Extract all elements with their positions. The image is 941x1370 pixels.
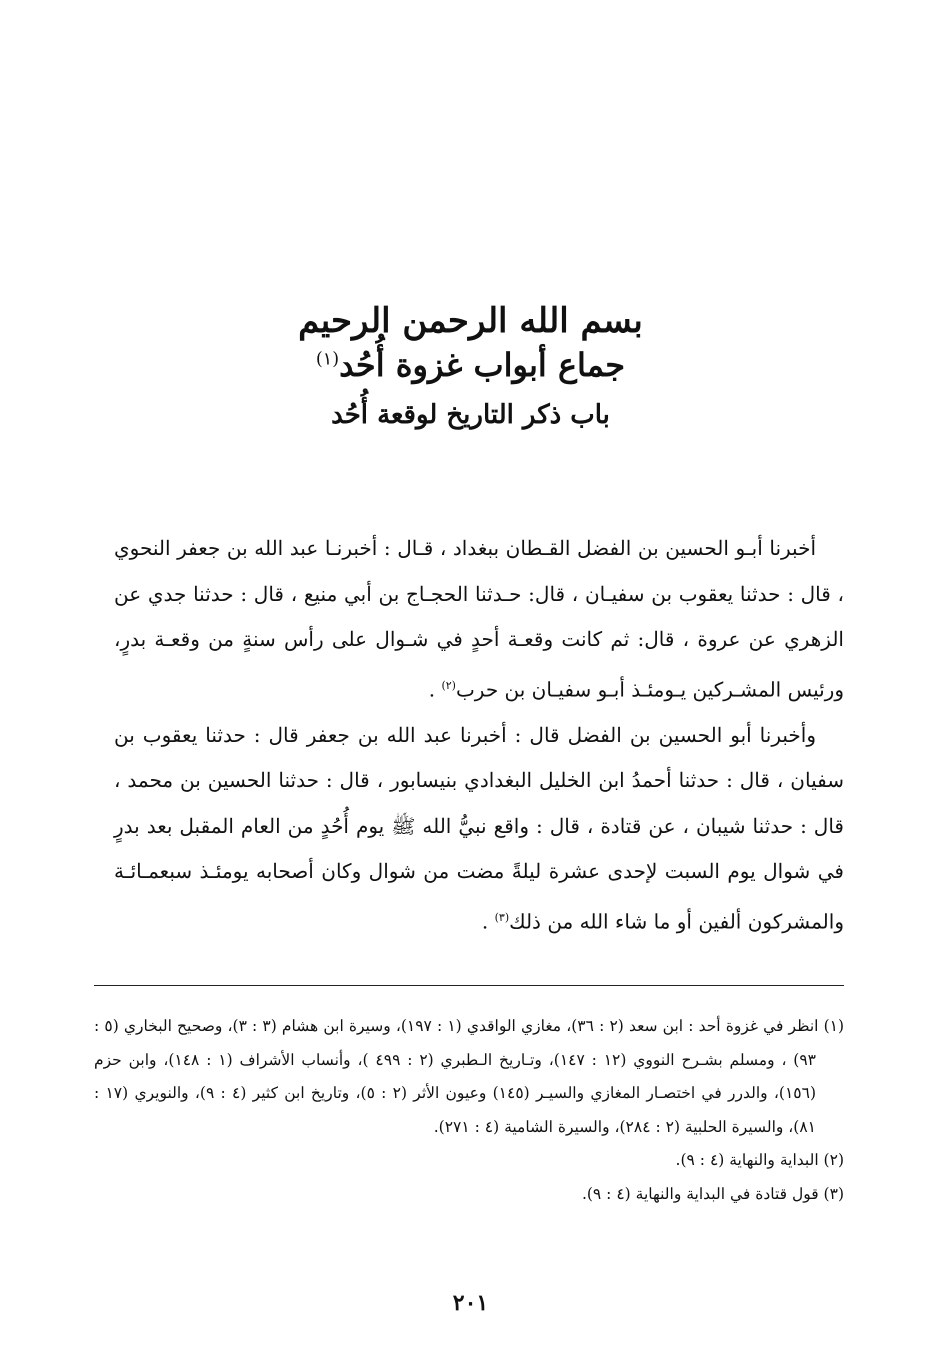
- footnote-ref-3: (٣): [494, 910, 510, 924]
- main-text: [114, 526, 844, 945]
- footnote-3: (٣) قول قتادة في البداية والنهاية (٤ : ٩).: [581, 1184, 844, 1203]
- paragraph-2-end: .: [481, 909, 495, 934]
- footnote-2: (٢) البداية والنهاية (٤ : ٩).: [675, 1151, 844, 1169]
- basmala-heading: بسم الله الرحمن الرحيم: [298, 301, 643, 341]
- page-headings: [0, 300, 941, 431]
- paragraph-1-end: .: [428, 677, 442, 702]
- paragraph-1-text: أخبرنا أبـو الحسين بن الفضل القـطان ببغداد ، قـال : أخبرنـا عبد الله بن جعفر النحوي ، قال : حدثنا يعقوب بن سفيـان ، قال: حـدثنا الحجـاج بن أبي منيع ، قال : حدثنا جدي عن الزهري عن عروة ، قال: ثم كانت وقعـة أحدٍ في شـوال على رأس سنةٍ من وقعـة بدرٍ، ورئيس المشـركين يـومئـذ أبـو سفيـان بن حرب: [114, 536, 844, 702]
- footnote-ref-1: (١): [315, 348, 340, 369]
- paragraph-2-text: وأخبرنا أبو الحسين بن الفضل قال : أخبرنا عبد الله بن جعفر قال : حدثنا يعقوب بن سفيان ، قال : حدثنا أحمدُ ابن الخليل البغدادي بنيسابور ، قال : حدثنا الحسين بن محمد ، قال : حدثنا شيبان ، عن قتادة ، قال : واقع نبيُّ الله ﷺ يوم أُحُدٍ من العام المقبل بعد بدرٍ في شوال يوم السبت لإحدى عشرة ليلةً مضت من شوال وكان أصحابه يومئـذ سبعمـائـة والمشركون ألفين أو ما شاء الله من ذلك: [114, 722, 844, 934]
- section-title: [0, 345, 941, 385]
- footnote-1: (١) انظر في غزوة أحد : ابن سعد (٢ : ٣٦)، مغازي الواقدي (١ : ١٩٧)، وسيرة ابن هشام (٣ : ٣)، وصحيح البخاري (٥ : ٩٣) ، ومسلم بشـرح النووي (١٢ : ١٤٧)، وتـاريخ الـطبري (٢ : ٤٩٩ )، وأنساب الأشراف (١ : ١٤٨)، وابن حزم (١٥٦)، والدرر في اختصـار المغازي والسيـر (١٤٥) وعيون الأثر (٢ : ٥)، وتاريخ ابن كثير (٤ : ٩)، والنويري (١٧ : ٨١)، والسيرة الحلبية (٢ : ٢٨٤)، والسيرة الشامية (٤ : ٢٧١).: [94, 1017, 845, 1136]
- paragraph-1: [114, 526, 844, 713]
- footnotes: [94, 1010, 844, 1211]
- chapter-title: باب ذكر التاريخ لوقعة أُحُد: [331, 399, 610, 430]
- section-title-text: جماع أبواب غزوة أُحُد: [339, 345, 626, 384]
- footnote-ref-2: (٢): [441, 678, 456, 692]
- page-number: ٢٠١: [452, 1290, 489, 1316]
- footnote-separator: [94, 985, 844, 986]
- paragraph-2: [114, 713, 844, 945]
